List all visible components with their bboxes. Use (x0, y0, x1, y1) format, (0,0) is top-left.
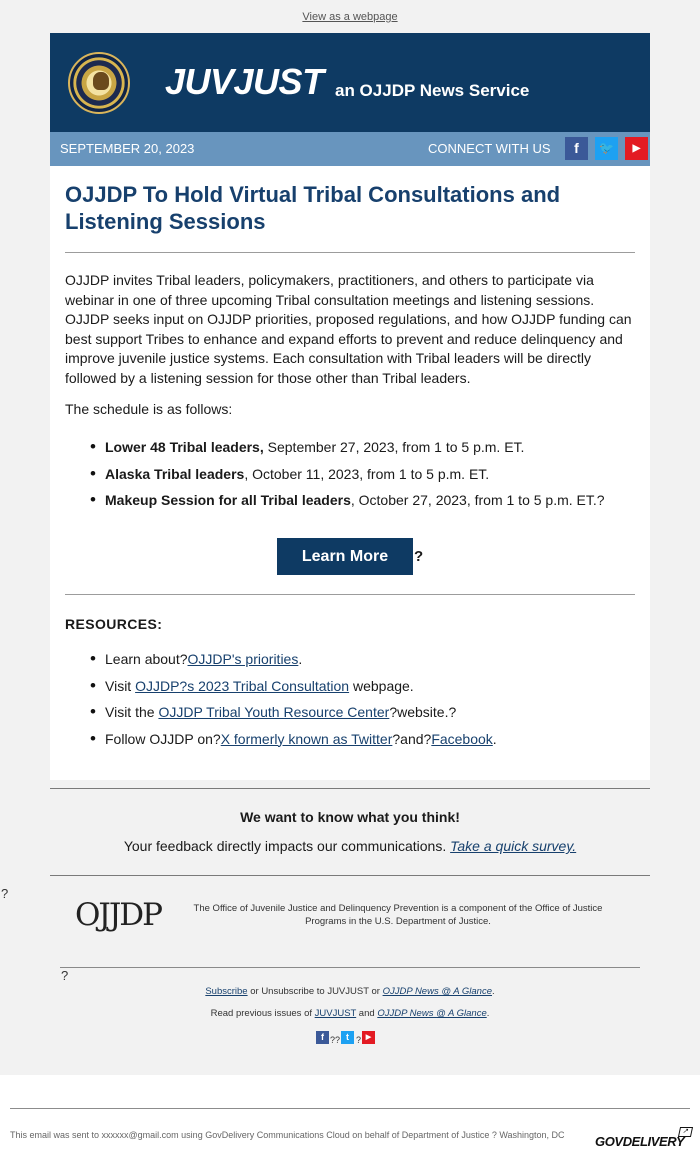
govdelivery-logo: GOVDELIVERY (595, 1134, 685, 1149)
schedule-intro: The schedule is as follows: (65, 401, 233, 417)
headline-divider (65, 252, 635, 253)
delivery-note: This email was sent to xxxxxx@gmail.com using GovDelivery Communications Cloud on behalf of Department of Justice ? Washington, DC (10, 1130, 565, 1140)
feedback-top-divider (50, 788, 650, 789)
article-headline: OJJDP To Hold Virtual Tribal Consultations and Listening Sessions (65, 182, 561, 234)
issues-end: . (486, 1008, 490, 1019)
resource-item (105, 677, 630, 704)
resource-middle: ?and? (392, 730, 432, 747)
previous-issues-line (0, 1008, 700, 1019)
resource-suffix: . (492, 730, 497, 747)
youtube-icon[interactable]: ▶ (625, 137, 648, 160)
resource-item (105, 730, 630, 757)
news-at-glance-link[interactable]: OJJDP News @ A Glance (382, 986, 492, 997)
tribal-youth-center-link[interactable]: OJJDP Tribal Youth Resource Center (158, 704, 390, 720)
brand-title: JUVJUST (165, 61, 324, 102)
eagle-icon (93, 72, 109, 90)
subscribe-divider (60, 967, 640, 968)
connect-label: CONNECT WITH US (428, 141, 551, 156)
twitter-icon[interactable]: 🐦 (595, 137, 618, 160)
subscribe-text: or Unsubscribe to JUVJUST or (247, 986, 383, 997)
schedule-label: Lower 48 Tribal leaders, (105, 439, 264, 455)
schedule-item (105, 465, 630, 492)
learn-more-button[interactable]: Learn More (277, 538, 413, 575)
feedback-heading: We want to know what you think! (240, 809, 460, 825)
resource-suffix: ?website.? (389, 704, 457, 720)
footer-facebook-icon[interactable]: f (316, 1031, 329, 1044)
schedule-details: , October 11, 2023, from 1 to 5 p.m. ET. (244, 465, 490, 482)
twitter-link[interactable]: X formerly known as Twitter (220, 730, 393, 747)
issues-middle: and (356, 1008, 378, 1019)
resources-list (105, 650, 630, 756)
subscribe-line (0, 986, 700, 997)
brand-subtitle: an OJJDP News Service (335, 81, 530, 100)
ojjdp-about: The Office of Juvenile Justice and Delinquency Prevention is a component of the Office of Justice Programs in the U.S. Department of Justice. (193, 903, 603, 927)
survey-link[interactable]: Take a quick survey. (450, 838, 577, 854)
subscribe-link[interactable]: Subscribe (205, 986, 248, 997)
arrow-icon: ↗ (678, 1127, 693, 1137)
priorities-link[interactable]: OJJDP's priorities (187, 651, 299, 667)
facebook-link[interactable]: Facebook (431, 730, 493, 747)
left-question-mark: ? (1, 886, 9, 901)
feedback-bottom-divider (50, 875, 650, 876)
schedule-item (105, 491, 630, 518)
delivery-divider (10, 1108, 690, 1109)
resource-item (105, 650, 630, 677)
juvjust-link[interactable]: JUVJUST (314, 1008, 357, 1019)
footer-social-separator: ? (356, 1035, 362, 1045)
schedule-details: September 27, 2023, from 1 to 5 p.m. ET. (263, 439, 525, 455)
resources-divider (65, 594, 635, 595)
header-banner (50, 33, 650, 132)
subscribe-question-mark: ? (61, 968, 69, 983)
issue-date: SEPTEMBER 20, 2023 (60, 141, 195, 156)
issues-text: Read previous issues of (210, 1008, 315, 1019)
resource-item (105, 703, 630, 730)
schedule-list (105, 438, 630, 518)
date-bar (50, 132, 650, 166)
tribal-consultation-link[interactable]: OJJDP?s 2023 Tribal Consultation (135, 677, 350, 694)
feedback-text (0, 838, 700, 854)
news-at-glance-issues-link[interactable]: OJJDP News @ A Glance (377, 1008, 487, 1019)
article-card (50, 166, 650, 780)
view-webpage-link[interactable]: View as a webpage (302, 11, 398, 23)
footer-social-separator: ?? (330, 1035, 341, 1045)
subscribe-end: . (492, 986, 495, 997)
button-trailing-mark: ? (414, 548, 424, 565)
top-link-container (0, 11, 700, 23)
facebook-icon[interactable]: f (565, 137, 588, 160)
ojjdp-logo: OJJDP (75, 897, 161, 933)
doj-seal-icon (68, 52, 130, 114)
schedule-label: Makeup Session for all Tribal leaders (105, 492, 351, 508)
resource-prefix: Visit (105, 677, 136, 694)
article-intro: OJJDP invites Tribal leaders, policymakers, practitioners, and others to participate via webinar in one of three upcoming Tribal consultation meetings and listening sessions. OJJDP seeks input on OJJDP priorities, proposed regulations, and how OJJDP funding can best support Tribes to enhance and expand efforts to prevent and reduce delinquency and improve juvenile justice systems. Each consultation with Tribal leaders will be directly followed by a listening session for those other than Tribal leaders. (65, 272, 632, 386)
schedule-label: Alaska Tribal leaders (105, 465, 245, 482)
resource-suffix: webpage. (349, 677, 414, 694)
resource-prefix: Learn about? (105, 651, 188, 667)
schedule-item (105, 438, 630, 465)
footer-youtube-icon[interactable]: ▶ (362, 1031, 375, 1044)
resources-heading: RESOURCES: (65, 616, 163, 632)
schedule-details: , October 27, 2023, from 1 to 5 p.m. ET.? (350, 492, 605, 508)
footer-twitter-icon[interactable]: t (341, 1031, 354, 1044)
feedback-copy: Your feedback directly impacts our communications. (123, 838, 451, 854)
resource-prefix: Follow OJJDP on? (105, 730, 221, 747)
resource-prefix: Visit the (105, 704, 159, 720)
resource-suffix: . (298, 651, 303, 667)
